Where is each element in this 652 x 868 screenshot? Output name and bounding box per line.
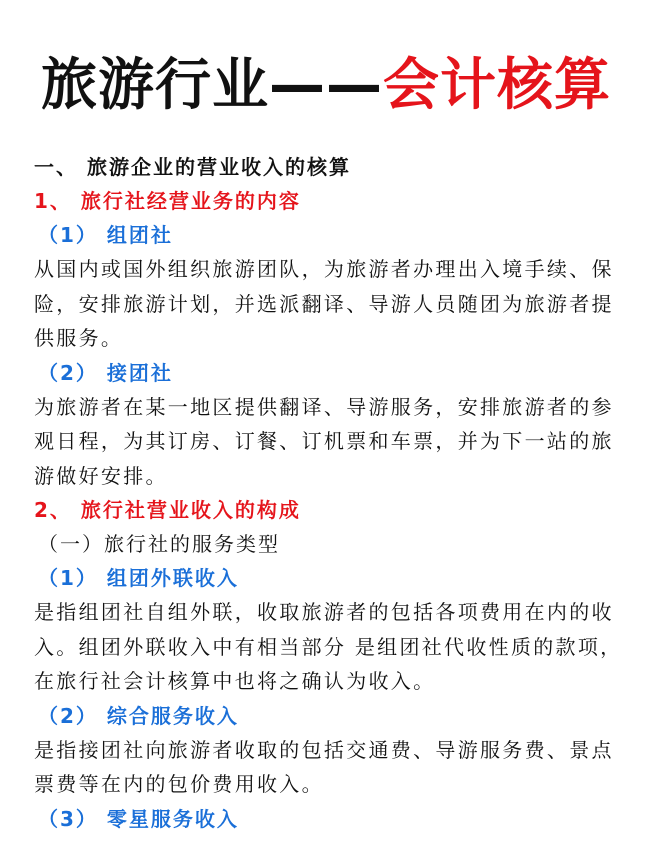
paragraph-tour-receiver: 为旅游者在某一地区提供翻译、导游服务，安排旅游者的参观日程，为其订房、订餐、订机票和车票，并为下一站的旅游做好安排。 [34, 394, 614, 488]
item-heading-tour-receiver: （2） 接团社 [38, 360, 173, 385]
section-heading: 一、 旅游企业的营业收入的核算 [34, 155, 351, 179]
title-part-red: 会计核算 [383, 53, 611, 118]
page-title [0, 46, 652, 126]
item-heading-outbound-revenue: （1） 组团外联收入 [38, 566, 239, 590]
title-part-black: 旅游行业 [41, 53, 269, 118]
item-heading-comprehensive-revenue: （2） 综合服务收入 [38, 703, 239, 728]
paragraph-tour-organizer: 从国内或国外组织旅游团队，为旅游者办理出入境手续、保险，安排旅游计划，并选派翻译、导游人员随团为旅游者提供服务。 [34, 257, 614, 350]
subsection-heading-revenue-composition: 2、 旅行社营业收入的构成 [34, 498, 301, 522]
paragraph-comprehensive-revenue: 是指接团社向旅游者收取的包括交通费、导游服务费、景点票费等在内的包价费用收入。 [34, 737, 614, 796]
subsection-heading-business-content: 1、 旅行社经营业务的内容 [34, 189, 301, 213]
item-heading-sporadic-revenue: （3） 零星服务收入 [38, 806, 239, 831]
article-body [34, 150, 634, 836]
item-heading-tour-organizer: （1） 组团社 [38, 223, 173, 247]
paragraph-outbound-revenue: 是指组团社自组外联，收取旅游者的包括各项费用在内的收入。组团外联收入中有相当部分 是组团社代收性质的款项，在旅行社会计核算中也将之确认为收入。 [34, 600, 623, 693]
title-dash: —— [269, 53, 383, 118]
service-types-label: （一）旅行社的服务类型 [38, 532, 280, 556]
